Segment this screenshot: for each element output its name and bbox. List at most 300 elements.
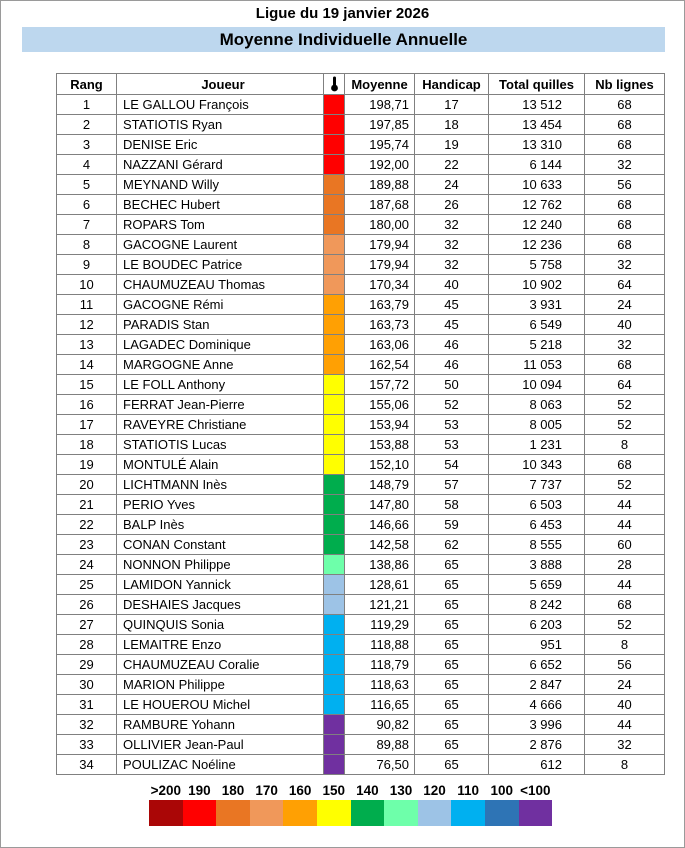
lines-cell: 24 bbox=[585, 675, 665, 695]
player-cell: LAGADEC Dominique bbox=[117, 335, 324, 355]
rank-cell: 8 bbox=[57, 235, 117, 255]
color-cell bbox=[324, 495, 345, 515]
player-cell: CHAUMUZEAU Thomas bbox=[117, 275, 324, 295]
color-cell bbox=[324, 255, 345, 275]
player-cell: LAMIDON Yannick bbox=[117, 575, 324, 595]
legend-item bbox=[250, 782, 284, 826]
legend-swatch bbox=[485, 800, 519, 826]
rank-cell: 28 bbox=[57, 635, 117, 655]
lines-cell: 60 bbox=[585, 535, 665, 555]
handicap-cell: 18 bbox=[415, 115, 489, 135]
rank-cell: 12 bbox=[57, 315, 117, 335]
handicap-cell: 50 bbox=[415, 375, 489, 395]
rank-cell: 30 bbox=[57, 675, 117, 695]
total-pins-cell: 951 bbox=[489, 635, 585, 655]
total-pins-cell: 6 549 bbox=[489, 315, 585, 335]
table-row bbox=[57, 335, 665, 355]
legend-item bbox=[451, 782, 485, 826]
color-cell bbox=[324, 295, 345, 315]
player-cell: BECHEC Hubert bbox=[117, 195, 324, 215]
rank-cell: 29 bbox=[57, 655, 117, 675]
rank-cell: 20 bbox=[57, 475, 117, 495]
legend-label: 170 bbox=[255, 783, 278, 798]
table-row bbox=[57, 255, 665, 275]
color-cell bbox=[324, 575, 345, 595]
table-row bbox=[57, 95, 665, 115]
average-cell: 163,79 bbox=[345, 295, 415, 315]
legend-item bbox=[283, 782, 317, 826]
average-cell: 153,94 bbox=[345, 415, 415, 435]
lines-cell: 44 bbox=[585, 575, 665, 595]
handicap-cell: 53 bbox=[415, 415, 489, 435]
legend-label: 110 bbox=[457, 783, 480, 798]
table-row bbox=[57, 215, 665, 235]
color-cell bbox=[324, 555, 345, 575]
standings-table bbox=[56, 73, 665, 775]
player-cell: MONTULÉ Alain bbox=[117, 455, 324, 475]
player-cell: MARGOGNE Anne bbox=[117, 355, 324, 375]
handicap-cell: 65 bbox=[415, 755, 489, 775]
handicap-cell: 46 bbox=[415, 335, 489, 355]
average-cell: 148,79 bbox=[345, 475, 415, 495]
average-cell: 128,61 bbox=[345, 575, 415, 595]
color-cell bbox=[324, 275, 345, 295]
header-average: Moyenne bbox=[345, 74, 415, 95]
player-cell: PERIO Yves bbox=[117, 495, 324, 515]
legend-label: 150 bbox=[322, 783, 346, 798]
table-row bbox=[57, 195, 665, 215]
legend-label: 100 bbox=[490, 783, 513, 798]
rank-cell: 34 bbox=[57, 755, 117, 775]
total-pins-cell: 6 144 bbox=[489, 155, 585, 175]
average-cell: 170,34 bbox=[345, 275, 415, 295]
average-cell: 89,88 bbox=[345, 735, 415, 755]
average-cell: 189,88 bbox=[345, 175, 415, 195]
lines-cell: 28 bbox=[585, 555, 665, 575]
average-cell: 153,88 bbox=[345, 435, 415, 455]
thermometer-icon bbox=[330, 76, 339, 92]
player-cell: OLLIVIER Jean-Paul bbox=[117, 735, 324, 755]
rank-cell: 11 bbox=[57, 295, 117, 315]
handicap-cell: 65 bbox=[415, 595, 489, 615]
handicap-cell: 40 bbox=[415, 275, 489, 295]
legend-item bbox=[384, 782, 418, 826]
rank-cell: 4 bbox=[57, 155, 117, 175]
handicap-cell: 32 bbox=[415, 215, 489, 235]
lines-cell: 68 bbox=[585, 215, 665, 235]
color-cell bbox=[324, 195, 345, 215]
table-row bbox=[57, 715, 665, 735]
rank-cell: 15 bbox=[57, 375, 117, 395]
table-row bbox=[57, 315, 665, 335]
lines-cell: 68 bbox=[585, 455, 665, 475]
player-cell: GACOGNE Laurent bbox=[117, 235, 324, 255]
handicap-cell: 54 bbox=[415, 455, 489, 475]
handicap-cell: 65 bbox=[415, 675, 489, 695]
color-cell bbox=[324, 735, 345, 755]
rank-cell: 33 bbox=[57, 735, 117, 755]
rank-cell: 32 bbox=[57, 715, 117, 735]
color-cell bbox=[324, 355, 345, 375]
lines-cell: 44 bbox=[585, 715, 665, 735]
table-row bbox=[57, 575, 665, 595]
table-row bbox=[57, 115, 665, 135]
total-pins-cell: 612 bbox=[489, 755, 585, 775]
average-cell: 187,68 bbox=[345, 195, 415, 215]
handicap-cell: 17 bbox=[415, 95, 489, 115]
player-cell: DESHAIES Jacques bbox=[117, 595, 324, 615]
table-row bbox=[57, 695, 665, 715]
legend-item bbox=[519, 782, 553, 826]
player-cell: GACOGNE Rémi bbox=[117, 295, 324, 315]
lines-cell: 32 bbox=[585, 735, 665, 755]
player-cell: STATIOTIS Lucas bbox=[117, 435, 324, 455]
legend-label: 130 bbox=[389, 783, 413, 798]
color-cell bbox=[324, 455, 345, 475]
total-pins-cell: 10 094 bbox=[489, 375, 585, 395]
lines-cell: 56 bbox=[585, 175, 665, 195]
total-pins-cell: 10 902 bbox=[489, 275, 585, 295]
table-row bbox=[57, 675, 665, 695]
rank-cell: 25 bbox=[57, 575, 117, 595]
table-row bbox=[57, 395, 665, 415]
legend-item bbox=[216, 782, 250, 826]
total-pins-cell: 2 847 bbox=[489, 675, 585, 695]
total-pins-cell: 13 310 bbox=[489, 135, 585, 155]
handicap-cell: 45 bbox=[415, 315, 489, 335]
rank-cell: 14 bbox=[57, 355, 117, 375]
handicap-cell: 65 bbox=[415, 635, 489, 655]
header-player: Joueur bbox=[117, 74, 324, 95]
total-pins-cell: 8 063 bbox=[489, 395, 585, 415]
lines-cell: 64 bbox=[585, 375, 665, 395]
handicap-cell: 65 bbox=[415, 575, 489, 595]
legend-label: 160 bbox=[288, 783, 312, 798]
player-cell: LE FOLL Anthony bbox=[117, 375, 324, 395]
legend-swatch bbox=[149, 800, 183, 826]
handicap-cell: 26 bbox=[415, 195, 489, 215]
legend-label: <100 bbox=[520, 783, 551, 798]
total-pins-cell: 8 242 bbox=[489, 595, 585, 615]
player-cell: CHAUMUZEAU Coralie bbox=[117, 655, 324, 675]
handicap-cell: 22 bbox=[415, 155, 489, 175]
rank-cell: 27 bbox=[57, 615, 117, 635]
legend-item bbox=[485, 782, 519, 826]
table-row bbox=[57, 295, 665, 315]
player-cell: LICHTMANN Inès bbox=[117, 475, 324, 495]
table-row bbox=[57, 275, 665, 295]
color-cell bbox=[324, 215, 345, 235]
total-pins-cell: 5 758 bbox=[489, 255, 585, 275]
lines-cell: 44 bbox=[585, 515, 665, 535]
average-cell: 147,80 bbox=[345, 495, 415, 515]
color-cell bbox=[324, 695, 345, 715]
table-row bbox=[57, 555, 665, 575]
rank-cell: 3 bbox=[57, 135, 117, 155]
legend-swatch bbox=[351, 800, 385, 826]
average-cell: 76,50 bbox=[345, 755, 415, 775]
lines-cell: 40 bbox=[585, 695, 665, 715]
player-cell: NONNON Philippe bbox=[117, 555, 324, 575]
total-pins-cell: 10 633 bbox=[489, 175, 585, 195]
rank-cell: 18 bbox=[57, 435, 117, 455]
average-cell: 118,88 bbox=[345, 635, 415, 655]
color-cell bbox=[324, 95, 345, 115]
total-pins-cell: 7 737 bbox=[489, 475, 585, 495]
handicap-cell: 59 bbox=[415, 515, 489, 535]
player-cell: RAMBURE Yohann bbox=[117, 715, 324, 735]
color-cell bbox=[324, 235, 345, 255]
handicap-cell: 45 bbox=[415, 295, 489, 315]
color-cell bbox=[324, 535, 345, 555]
lines-cell: 68 bbox=[585, 95, 665, 115]
lines-cell: 8 bbox=[585, 435, 665, 455]
page-title: Ligue du 19 janvier 2026 bbox=[255, 5, 430, 22]
total-pins-cell: 1 231 bbox=[489, 435, 585, 455]
table-row bbox=[57, 135, 665, 155]
rank-cell: 17 bbox=[57, 415, 117, 435]
handicap-cell: 19 bbox=[415, 135, 489, 155]
rank-cell: 16 bbox=[57, 395, 117, 415]
player-cell: CONAN Constant bbox=[117, 535, 324, 555]
color-cell bbox=[324, 655, 345, 675]
color-cell bbox=[324, 595, 345, 615]
color-cell bbox=[324, 135, 345, 155]
player-cell: DENISE Eric bbox=[117, 135, 324, 155]
handicap-cell: 52 bbox=[415, 395, 489, 415]
lines-cell: 24 bbox=[585, 295, 665, 315]
lines-cell: 52 bbox=[585, 475, 665, 495]
total-pins-cell: 13 512 bbox=[489, 95, 585, 115]
lines-cell: 32 bbox=[585, 335, 665, 355]
lines-cell: 56 bbox=[585, 655, 665, 675]
legend-item bbox=[183, 782, 217, 826]
handicap-cell: 65 bbox=[415, 615, 489, 635]
legend-label: >200 bbox=[150, 783, 181, 798]
average-cell: 138,86 bbox=[345, 555, 415, 575]
lines-cell: 8 bbox=[585, 635, 665, 655]
total-pins-cell: 5 659 bbox=[489, 575, 585, 595]
player-cell: MARION Philippe bbox=[117, 675, 324, 695]
average-cell: 119,29 bbox=[345, 615, 415, 635]
total-pins-cell: 3 888 bbox=[489, 555, 585, 575]
color-cell bbox=[324, 435, 345, 455]
header-handicap: Handicap bbox=[415, 74, 489, 95]
table-row bbox=[57, 535, 665, 555]
rank-cell: 2 bbox=[57, 115, 117, 135]
rank-cell: 6 bbox=[57, 195, 117, 215]
header-color-column bbox=[324, 74, 345, 95]
rank-cell: 5 bbox=[57, 175, 117, 195]
header-lines: Nb lignes bbox=[585, 74, 665, 95]
total-pins-cell: 12 236 bbox=[489, 235, 585, 255]
rank-cell: 23 bbox=[57, 535, 117, 555]
lines-cell: 68 bbox=[585, 235, 665, 255]
total-pins-cell: 4 666 bbox=[489, 695, 585, 715]
player-cell: LE BOUDEC Patrice bbox=[117, 255, 324, 275]
handicap-cell: 32 bbox=[415, 235, 489, 255]
total-pins-cell: 6 503 bbox=[489, 495, 585, 515]
color-cell bbox=[324, 335, 345, 355]
legend-swatch bbox=[384, 800, 418, 826]
color-cell bbox=[324, 115, 345, 135]
total-pins-cell: 6 203 bbox=[489, 615, 585, 635]
rank-cell: 24 bbox=[57, 555, 117, 575]
color-cell bbox=[324, 155, 345, 175]
subtitle-band bbox=[22, 27, 665, 52]
rank-cell: 22 bbox=[57, 515, 117, 535]
legend-swatch bbox=[317, 800, 351, 826]
legend-swatch bbox=[451, 800, 485, 826]
lines-cell: 32 bbox=[585, 155, 665, 175]
lines-cell: 68 bbox=[585, 115, 665, 135]
player-cell: LE GALLOU François bbox=[117, 95, 324, 115]
average-cell: 121,21 bbox=[345, 595, 415, 615]
player-cell: NAZZANI Gérard bbox=[117, 155, 324, 175]
table-row bbox=[57, 375, 665, 395]
average-cell: 197,85 bbox=[345, 115, 415, 135]
player-cell: ROPARS Tom bbox=[117, 215, 324, 235]
rank-cell: 7 bbox=[57, 215, 117, 235]
lines-cell: 68 bbox=[585, 195, 665, 215]
legend-swatch bbox=[283, 800, 317, 826]
total-pins-cell: 12 762 bbox=[489, 195, 585, 215]
table-row bbox=[57, 415, 665, 435]
handicap-cell: 24 bbox=[415, 175, 489, 195]
lines-cell: 44 bbox=[585, 495, 665, 515]
handicap-cell: 32 bbox=[415, 255, 489, 275]
total-pins-cell: 13 454 bbox=[489, 115, 585, 135]
color-cell bbox=[324, 395, 345, 415]
total-pins-cell: 3 931 bbox=[489, 295, 585, 315]
total-pins-cell: 11 053 bbox=[489, 355, 585, 375]
table-row bbox=[57, 755, 665, 775]
legend-item bbox=[351, 782, 385, 826]
color-cell bbox=[324, 715, 345, 735]
color-cell bbox=[324, 375, 345, 395]
legend-label: 180 bbox=[221, 783, 245, 798]
table-row bbox=[57, 235, 665, 255]
player-cell: LE HOUEROU Michel bbox=[117, 695, 324, 715]
player-cell: MEYNAND Willy bbox=[117, 175, 324, 195]
legend-label: 140 bbox=[356, 783, 379, 798]
player-cell: LEMAITRE Enzo bbox=[117, 635, 324, 655]
total-pins-cell: 8 555 bbox=[489, 535, 585, 555]
color-legend bbox=[149, 782, 552, 826]
legend-swatch bbox=[418, 800, 452, 826]
report-subtitle: Moyenne Individuelle Annuelle bbox=[219, 30, 468, 49]
color-cell bbox=[324, 635, 345, 655]
table-row bbox=[57, 175, 665, 195]
lines-cell: 40 bbox=[585, 315, 665, 335]
color-cell bbox=[324, 755, 345, 775]
handicap-cell: 65 bbox=[415, 715, 489, 735]
total-pins-cell: 2 876 bbox=[489, 735, 585, 755]
average-cell: 142,58 bbox=[345, 535, 415, 555]
color-cell bbox=[324, 675, 345, 695]
handicap-cell: 57 bbox=[415, 475, 489, 495]
average-cell: 118,63 bbox=[345, 675, 415, 695]
table-row bbox=[57, 655, 665, 675]
average-cell: 155,06 bbox=[345, 395, 415, 415]
rank-cell: 26 bbox=[57, 595, 117, 615]
rank-cell: 1 bbox=[57, 95, 117, 115]
rank-cell: 19 bbox=[57, 455, 117, 475]
average-cell: 118,79 bbox=[345, 655, 415, 675]
handicap-cell: 58 bbox=[415, 495, 489, 515]
legend-label: 120 bbox=[423, 783, 446, 798]
table-row bbox=[57, 475, 665, 495]
table-row bbox=[57, 355, 665, 375]
legend-swatch bbox=[216, 800, 250, 826]
average-cell: 195,74 bbox=[345, 135, 415, 155]
average-cell: 116,65 bbox=[345, 695, 415, 715]
lines-cell: 64 bbox=[585, 275, 665, 295]
rank-cell: 13 bbox=[57, 335, 117, 355]
rank-cell: 9 bbox=[57, 255, 117, 275]
lines-cell: 68 bbox=[585, 135, 665, 155]
table-row bbox=[57, 595, 665, 615]
rank-cell: 31 bbox=[57, 695, 117, 715]
lines-cell: 52 bbox=[585, 415, 665, 435]
lines-cell: 52 bbox=[585, 395, 665, 415]
color-cell bbox=[324, 315, 345, 335]
table-row bbox=[57, 155, 665, 175]
handicap-cell: 65 bbox=[415, 655, 489, 675]
handicap-cell: 65 bbox=[415, 555, 489, 575]
table-row bbox=[57, 615, 665, 635]
lines-cell: 32 bbox=[585, 255, 665, 275]
total-pins-cell: 6 453 bbox=[489, 515, 585, 535]
handicap-cell: 46 bbox=[415, 355, 489, 375]
average-cell: 198,71 bbox=[345, 95, 415, 115]
rank-cell: 21 bbox=[57, 495, 117, 515]
total-pins-cell: 5 218 bbox=[489, 335, 585, 355]
legend-swatch bbox=[250, 800, 284, 826]
average-cell: 179,94 bbox=[345, 255, 415, 275]
header-total-pins: Total quilles bbox=[489, 74, 585, 95]
table-row bbox=[57, 435, 665, 455]
lines-cell: 8 bbox=[585, 755, 665, 775]
average-cell: 146,66 bbox=[345, 515, 415, 535]
legend-item bbox=[317, 782, 351, 826]
color-cell bbox=[324, 515, 345, 535]
total-pins-cell: 3 996 bbox=[489, 715, 585, 735]
table-row bbox=[57, 515, 665, 535]
color-cell bbox=[324, 175, 345, 195]
average-cell: 163,73 bbox=[345, 315, 415, 335]
lines-cell: 52 bbox=[585, 615, 665, 635]
legend-item bbox=[149, 782, 183, 826]
lines-cell: 68 bbox=[585, 355, 665, 375]
color-cell bbox=[324, 615, 345, 635]
player-cell: FERRAT Jean-Pierre bbox=[117, 395, 324, 415]
table-row bbox=[57, 635, 665, 655]
player-cell: POULIZAC Noéline bbox=[117, 755, 324, 775]
table-row bbox=[57, 495, 665, 515]
average-cell: 179,94 bbox=[345, 235, 415, 255]
legend-item bbox=[418, 782, 452, 826]
table-row bbox=[57, 455, 665, 475]
total-pins-cell: 10 343 bbox=[489, 455, 585, 475]
average-cell: 192,00 bbox=[345, 155, 415, 175]
average-cell: 152,10 bbox=[345, 455, 415, 475]
handicap-cell: 62 bbox=[415, 535, 489, 555]
total-pins-cell: 12 240 bbox=[489, 215, 585, 235]
average-cell: 157,72 bbox=[345, 375, 415, 395]
average-cell: 90,82 bbox=[345, 715, 415, 735]
handicap-cell: 65 bbox=[415, 735, 489, 755]
